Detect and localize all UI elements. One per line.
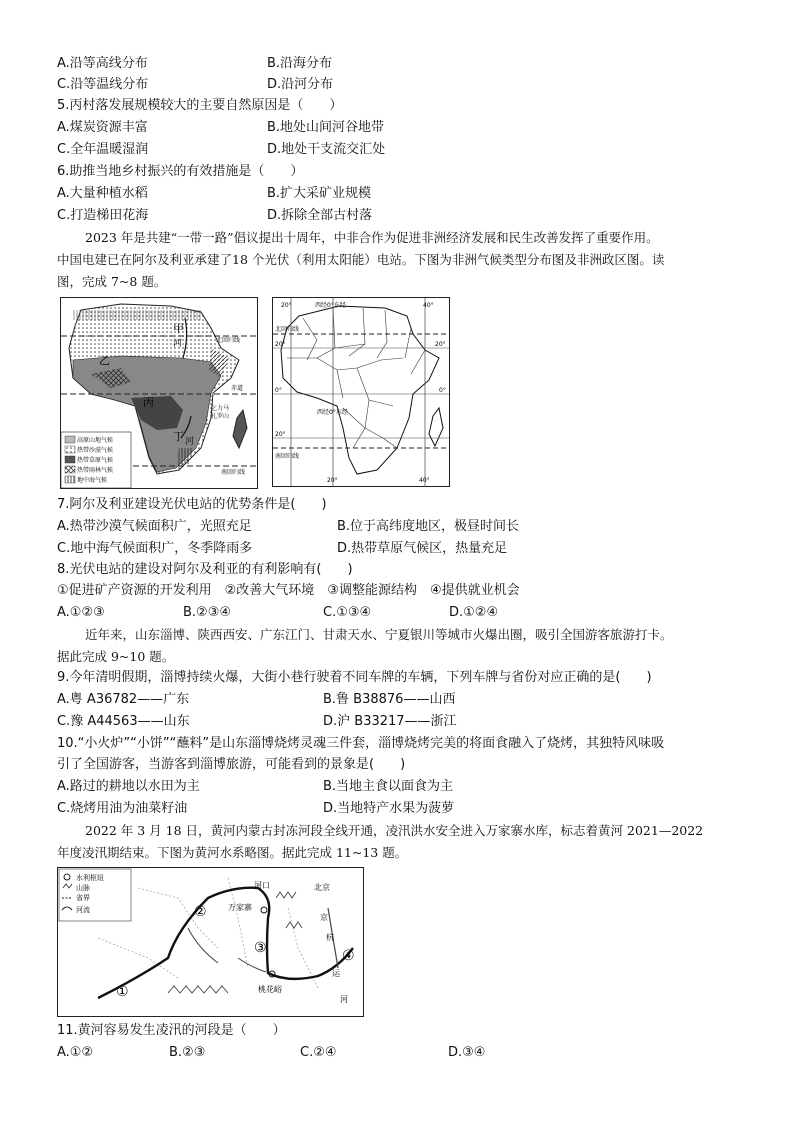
label-kilimanjaro-2: 扎罗山 <box>211 413 230 420</box>
q4-option-d[interactable]: D.沿河分布 <box>267 77 334 92</box>
section-marker-4: ④ <box>342 948 355 964</box>
q7-option-c[interactable]: C.地中海气候面积广，冬季降雨多 <box>57 541 253 556</box>
yellow-river-map <box>57 867 364 1017</box>
q8-items: ①促进矿产资源的开发利用 ②改善大气环境 ③调整能源结构 ④提供就业机会 <box>57 583 520 598</box>
grid-20n-right: 20° <box>435 341 446 348</box>
q10-option-d[interactable]: D.当地特产水果为菠萝 <box>323 801 455 816</box>
q10-stem-line2: 引了全国游客，当游客到淄博旅游，可能看到的景象是( ) <box>57 757 406 772</box>
q6-option-d[interactable]: D.拆除全部古村落 <box>267 208 373 223</box>
africa-political-map <box>272 297 450 487</box>
passage1-line2: 中国电建已在阿尔及利亚承建了18 个光伏（利用太阳能）电站。下图为非洲气候类型分布图及非洲政区图。读 <box>57 252 665 267</box>
grid-40e-top: 40° <box>423 302 434 309</box>
q10-option-b[interactable]: B.当地主食以面食为主 <box>323 779 454 794</box>
grid-20w: 20° <box>281 302 292 309</box>
q8-option-b[interactable]: B.②③④ <box>183 605 232 620</box>
q5-stem: 5.丙村落发展规模较大的主要自然原因是（ ） <box>57 98 343 113</box>
q7-stem: 7.阿尔及利亚建设光伏电站的优势条件是( ) <box>57 497 327 512</box>
q4-option-c[interactable]: C.沿等温线分布 <box>57 77 149 92</box>
label-wanjiazhai: 万家寨 <box>228 903 252 912</box>
passage1-line1: 2023 年是共建“一带一路”倡议提出十周年，中非合作为促进非洲经济发展和民生改善发挥了重要作用。 <box>85 230 659 245</box>
legend-dam: 水利枢纽 <box>76 874 104 882</box>
grid-40e-bottom: 40° <box>419 477 430 484</box>
q8-stem: 8.光伏电站的建设对阿尔及利亚的有利影响有( ) <box>57 562 353 577</box>
grid-20e-bottom: 20° <box>327 477 338 484</box>
passage2-line2: 据此完成 9~10 题。 <box>57 649 175 664</box>
q11-option-c[interactable]: C.②④ <box>300 1045 337 1060</box>
q7-option-a[interactable]: A.热带沙漠气候面积广，光照充足 <box>57 519 252 534</box>
label-hekou: 河口 <box>254 881 270 890</box>
label-bing: 丙 <box>143 396 154 409</box>
q10-option-c[interactable]: C.烧烤用油为油菜籽油 <box>57 801 188 816</box>
label-beijing: 北京 <box>314 883 330 892</box>
q5-option-b[interactable]: B.地处山间河谷地带 <box>267 120 385 135</box>
q5-option-d[interactable]: D.地处干支流交汇处 <box>267 142 386 157</box>
grid-0-right: 0° <box>439 387 446 394</box>
q4-option-b[interactable]: B.沿海分布 <box>267 56 333 71</box>
legend-mediterranean: 地中海气候 <box>77 477 108 484</box>
legend-province: 省界 <box>76 894 90 902</box>
q7-option-b[interactable]: B.位于高纬度地区，极昼时间长 <box>337 519 520 534</box>
legend-savanna: 热带草原气候 <box>77 457 114 464</box>
label-yi: 乙 <box>99 354 110 367</box>
q9-option-a[interactable]: A.粤 A36782——广东 <box>57 692 190 707</box>
africa-climate-map <box>60 297 258 489</box>
q11-stem: 11.黄河容易发生凌汛的河段是（ ） <box>57 1023 286 1038</box>
q8-option-c[interactable]: C.①③④ <box>323 605 372 620</box>
label-ding: 丁 <box>173 430 184 443</box>
q9-stem: 9.今年清明假期，淄博持续火爆，大街小巷行驶着不同车牌的车辆，下列车牌与省份对应正确的是( ) <box>57 670 652 685</box>
grid-tropic-capricorn: 南回归线 <box>275 453 300 460</box>
label-grand-canal-jing: 京 <box>320 913 328 922</box>
q6-option-a[interactable]: A.大量种植水稻 <box>57 186 148 201</box>
label-tropic-capricorn: 南回归线 <box>221 469 246 476</box>
label-grand-canal-hang: 杭 <box>326 933 334 942</box>
legend-rainforest: 热带雨林气候 <box>77 467 114 474</box>
label-grand-canal-he: 河 <box>340 995 348 1004</box>
grid-0-mid: 西经0°东经 <box>317 409 348 416</box>
grid-20s: 20° <box>275 431 286 438</box>
passage2-line1: 近年来，山东淄博、陕西西安、广东江门、甘肃天水、宁夏银川等城市火爆出圈，吸引全国游客旅游打卡。 <box>85 627 673 642</box>
q6-option-b[interactable]: B.扩大采矿业规模 <box>267 186 372 201</box>
q11-option-a[interactable]: A.①② <box>57 1045 94 1060</box>
q11-option-b[interactable]: B.②③ <box>169 1045 206 1060</box>
q5-option-c[interactable]: C.全年温暖湿润 <box>57 142 149 157</box>
q5-option-a[interactable]: A.煤炭资源丰富 <box>57 120 148 135</box>
section-marker-3: ③ <box>254 940 267 956</box>
q10-option-a[interactable]: A.路过的耕地以水田为主 <box>57 779 200 794</box>
q4-option-a[interactable]: A.沿等高线分布 <box>57 56 148 71</box>
grid-tropic-cancer: 北回归线 <box>275 326 300 333</box>
q10-stem-line1: 10.“小火炉”“小饼”“蘸料”是山东淄博烧烤灵魂三件套，淄博烧烤完美的将面食融入了烧烤，其独特风味吸 <box>57 736 665 751</box>
section-marker-2: ② <box>194 904 207 920</box>
q9-option-d[interactable]: D.沪 B33217——浙江 <box>323 714 457 729</box>
q6-option-c[interactable]: C.打造梯田花海 <box>57 208 149 223</box>
label-kilimanjaro-1: 乞力马 <box>211 405 230 412</box>
label-grand-canal-yun: 运 <box>332 969 340 978</box>
q6-stem: 6.助推当地乡村振兴的有效措施是（ ） <box>57 164 304 179</box>
q8-option-a[interactable]: A.①②③ <box>57 605 105 620</box>
label-river-1: 河 <box>173 339 183 349</box>
label-jia: 甲 <box>173 322 184 335</box>
label-river-2: 河 <box>185 437 195 447</box>
passage1-line3: 图，完成 7~8 题。 <box>57 274 167 289</box>
grid-0-left: 0° <box>275 387 282 394</box>
grid-0-top: 西经0°东经 <box>315 302 346 309</box>
q8-option-d[interactable]: D.①②④ <box>449 605 499 620</box>
q7-option-d[interactable]: D.热带草原气候区，热量充足 <box>337 541 508 556</box>
grid-20n-left: 20° <box>275 341 286 348</box>
label-equator: 赤道 <box>231 385 244 392</box>
passage3-line1: 2022 年 3 月 18 日，黄河内蒙古封冻河段全线开通，凌汛洪水安全进入万家寨水库，标志着黄河 2021—2022 <box>85 823 704 838</box>
section-marker-1: ① <box>116 984 129 1000</box>
label-tropic-cancer: 北回归线 <box>216 337 241 344</box>
q9-option-b[interactable]: B.鲁 B38876——山西 <box>323 692 456 707</box>
legend-river: 河流 <box>76 906 90 914</box>
passage3-line2: 年度凌汛期结束。下图为黄河水系略图。据此完成 11~13 题。 <box>57 845 408 860</box>
legend-mountain: 山脉 <box>76 884 90 892</box>
legend-highland: 高原山地气候 <box>77 437 114 444</box>
legend-desert: 热带沙漠气候 <box>77 447 114 454</box>
label-taohuayu: 桃花峪 <box>258 985 282 994</box>
q11-option-d[interactable]: D.③④ <box>448 1045 486 1060</box>
q9-option-c[interactable]: C.豫 A44563——山东 <box>57 714 190 729</box>
